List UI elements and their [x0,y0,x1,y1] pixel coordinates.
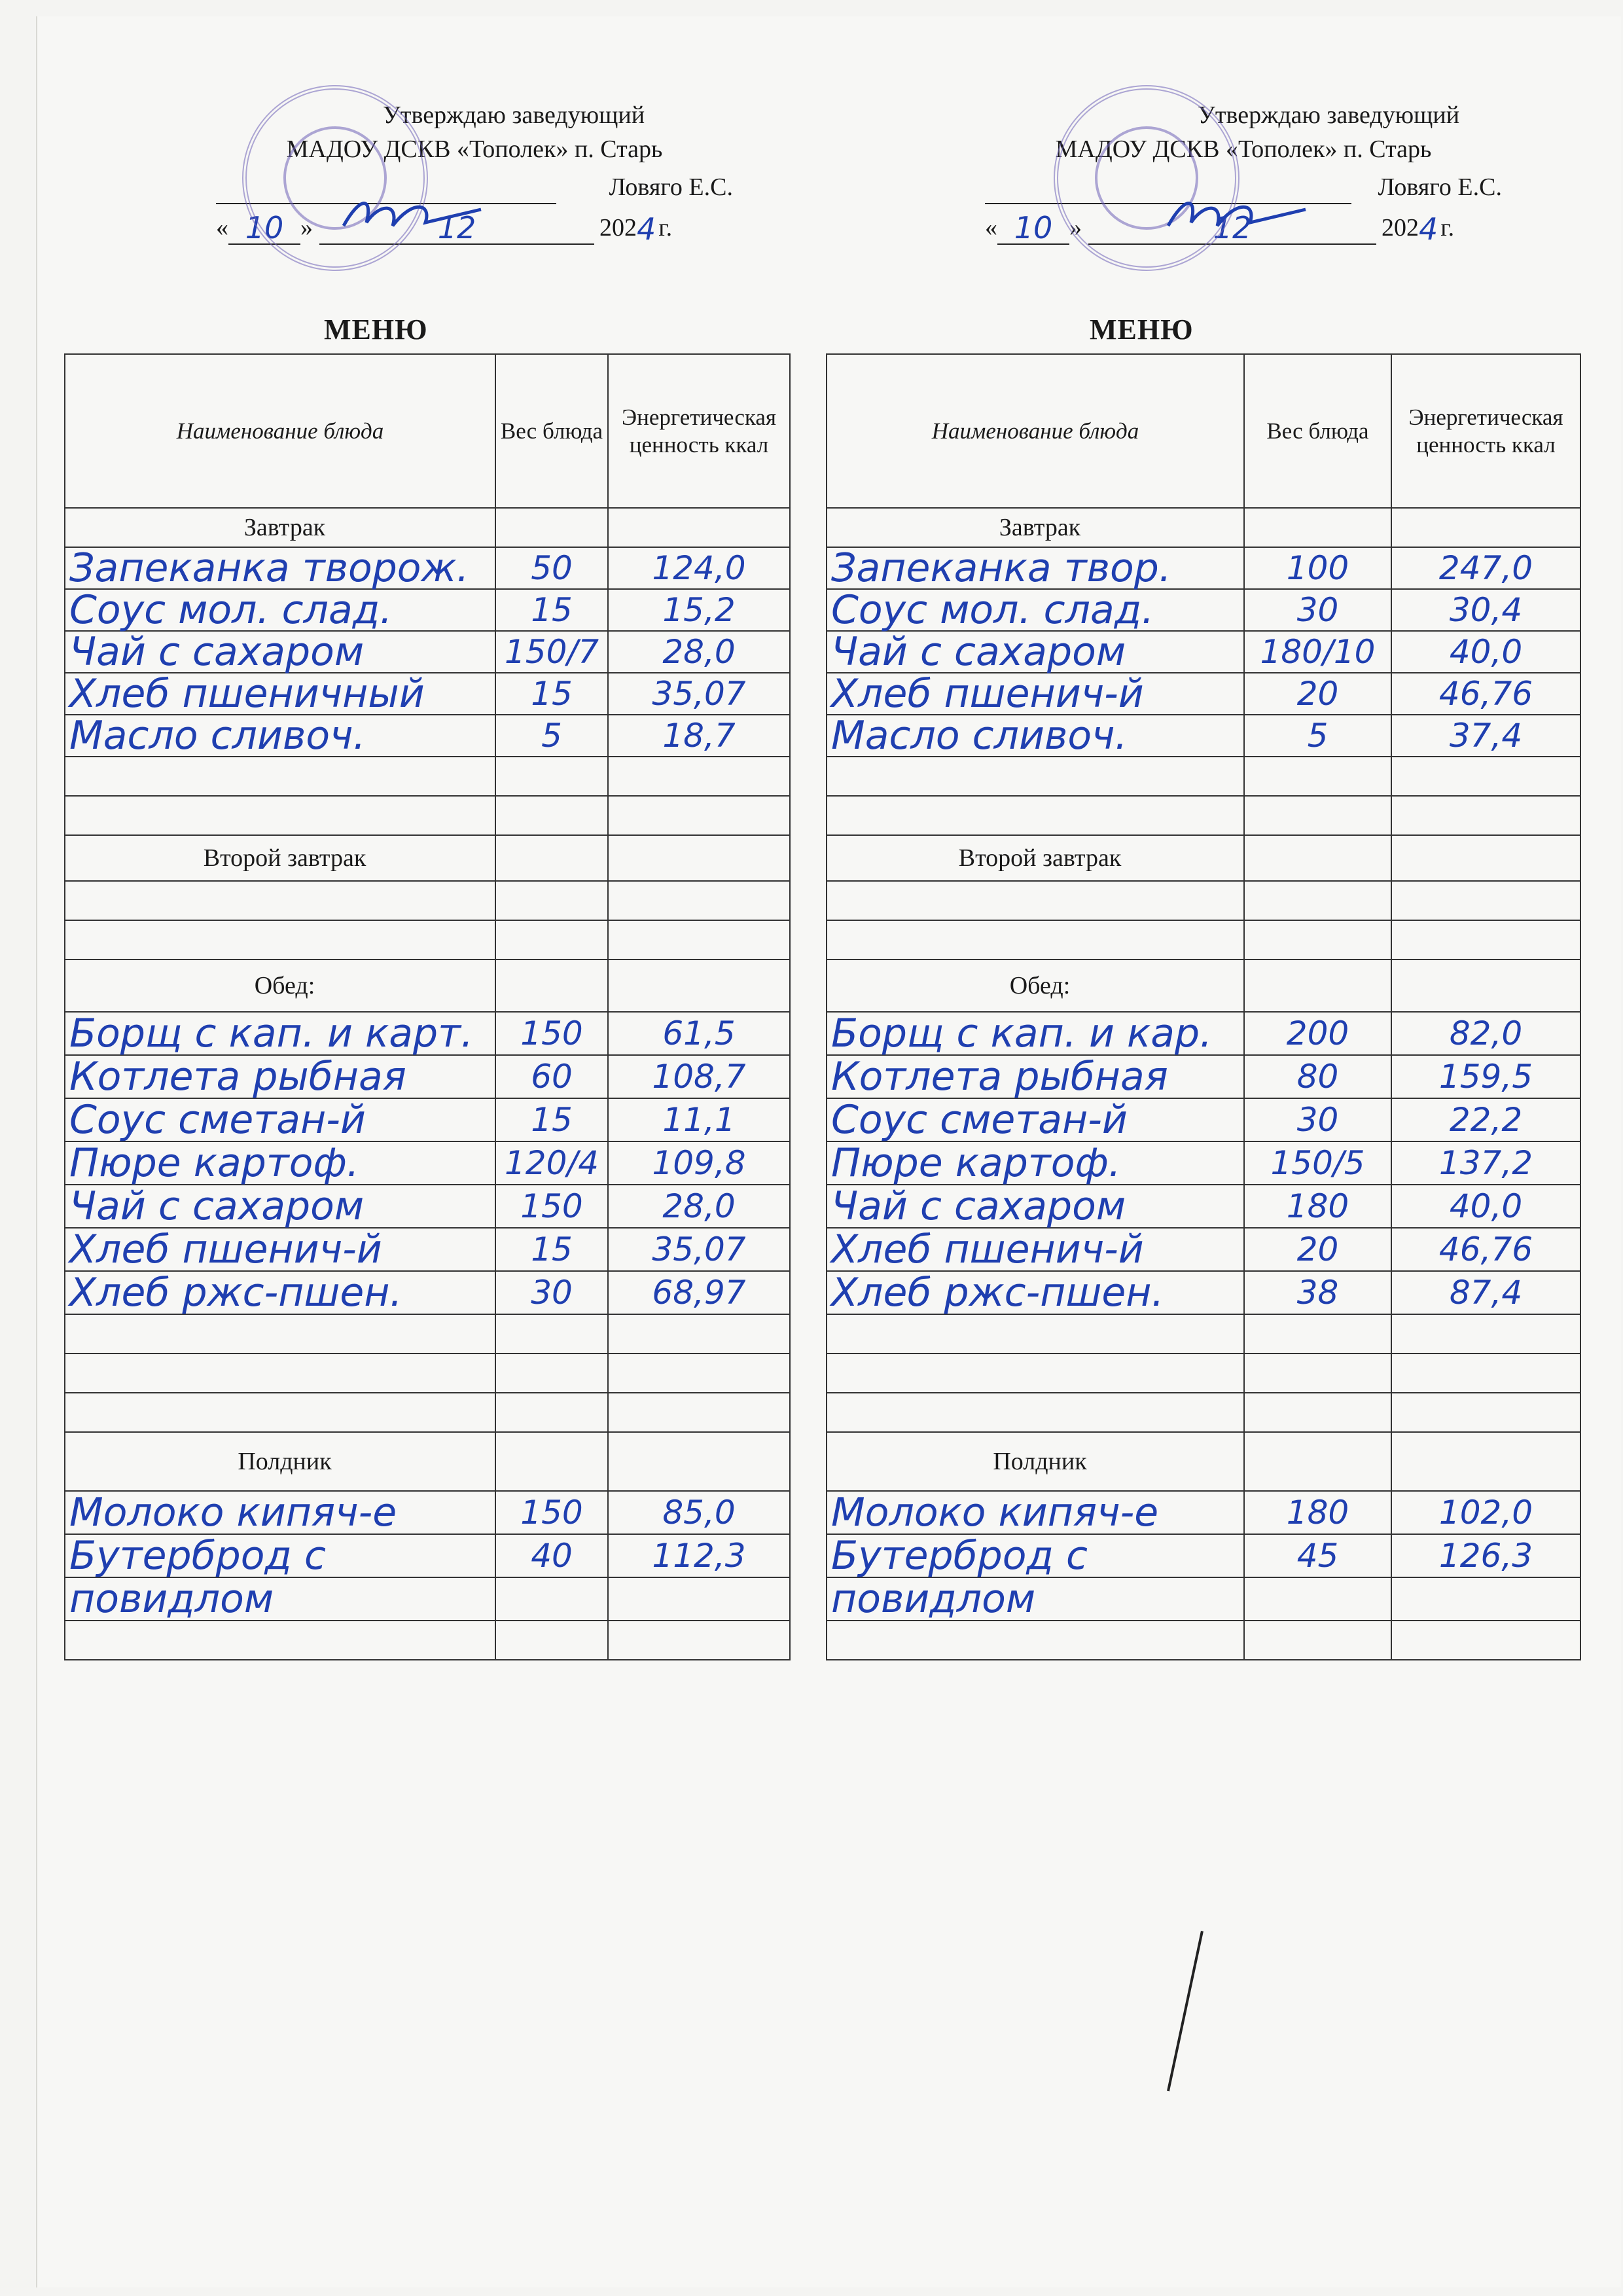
section-lunch: Обед: [827,960,1244,1012]
dish-name: Соус мол. слад. [65,589,495,631]
official-stamp [1054,85,1240,271]
year-suffix: г. [658,214,673,242]
dish-weight: 120/4 [495,1141,608,1185]
approval-line-2: МАДОУ ДСКВ «Тополек» п. Старь [1055,135,1432,163]
dish-kcal: 15,2 [608,589,790,631]
section-breakfast: Завтрак [827,508,1244,547]
table-row [827,547,1580,589]
table-row [65,1534,790,1577]
table-row [827,1185,1580,1228]
table-row [65,1012,790,1055]
dish-name: Пюре картоф. [827,1141,1244,1185]
year-prefix: 202 [1382,214,1419,242]
dish-weight: 30 [1244,589,1391,631]
table-row [65,1055,790,1098]
dish-name: Хлеб пшенич-й [65,1228,495,1271]
dish-weight: 38 [1244,1271,1391,1314]
dish-name: Молоко кипяч-е [827,1491,1244,1534]
dish-weight: 30 [1244,1098,1391,1141]
dish-weight: 15 [495,589,608,631]
dish-weight: 180 [1244,1185,1391,1228]
left-approval-header: Утверждаю заведующий МАДОУ ДСКВ «Тополек» п. Старь Ловяго Е.С. « 10 » 12 202 4 г. [216,98,733,245]
dish-weight: 15 [495,1228,608,1271]
column-header-weight: Вес блюда [1244,354,1391,508]
dish-name: Бутерброд с [65,1534,495,1577]
dish-weight: 50 [495,547,608,589]
table-row [827,589,1580,631]
dish-name: Запеканка твор. [827,547,1244,589]
dish-weight: 15 [495,673,608,715]
dish-kcal: 124,0 [608,547,790,589]
left-menu-table [64,353,791,1660]
dish-weight: 150 [495,1491,608,1534]
dish-weight: 5 [495,715,608,757]
section-snack: Полдник [65,1432,495,1491]
dish-kcal: 37,4 [1391,715,1580,757]
dish-kcal: 28,0 [608,1185,790,1228]
dish-weight: 200 [1244,1012,1391,1055]
dish-kcal: 82,0 [1391,1012,1580,1055]
column-header-name: Наименование блюда [65,354,495,508]
dish-weight [1244,1577,1391,1621]
dish-weight: 5 [1244,715,1391,757]
dish-kcal: 159,5 [1391,1055,1580,1098]
dish-name: повидлом [65,1577,495,1621]
approval-line-2: МАДОУ ДСКВ «Тополек» п. Старь [286,135,663,163]
dish-kcal: 102,0 [1391,1491,1580,1534]
table-row [827,1228,1580,1271]
table-row [65,547,790,589]
dish-weight: 180/10 [1244,631,1391,673]
dish-weight: 80 [1244,1055,1391,1098]
menu-title: МЕНЮ [324,314,428,346]
year-digit: 4 [1419,211,1438,247]
dish-name: Соус мол. слад. [827,589,1244,631]
dish-name: Борщ с кап. и карт. [65,1012,495,1055]
dish-weight [495,1577,608,1621]
dish-name: Чай с сахаром [827,631,1244,673]
dish-weight: 100 [1244,547,1391,589]
date-month: 12 [319,212,594,245]
table-row [65,1271,790,1314]
dish-name: Масло сливоч. [827,715,1244,757]
dish-kcal: 109,8 [608,1141,790,1185]
dish-name: Хлеб пшенич-й [827,673,1244,715]
dish-weight: 150 [495,1012,608,1055]
dish-kcal: 68,97 [608,1271,790,1314]
date-day: 10 [997,212,1069,245]
table-row [65,631,790,673]
year-prefix: 202 [599,214,637,242]
dish-kcal [1391,1577,1580,1621]
dish-name: Соус сметан-й [65,1098,495,1141]
table-row [827,1141,1580,1185]
dish-kcal: 22,2 [1391,1098,1580,1141]
table-row [65,1098,790,1141]
director-signature [340,190,484,236]
director-name: Ловяго Е.С. [609,173,733,201]
official-stamp [242,85,428,271]
date-day: 10 [228,212,300,245]
table-row [827,1577,1580,1621]
dish-kcal: 85,0 [608,1491,790,1534]
dish-name: Соус сметан-й [827,1098,1244,1141]
column-header-energy: Энергетическая ценность ккал [608,354,790,508]
dish-kcal: 35,07 [608,1228,790,1271]
dish-kcal [608,1577,790,1621]
column-header-name: Наименование блюда [827,354,1244,508]
table-row [65,715,790,757]
dish-kcal: 61,5 [608,1012,790,1055]
dish-name: Бутерброд с [827,1534,1244,1577]
dish-kcal: 40,0 [1391,631,1580,673]
dish-kcal: 35,07 [608,673,790,715]
dish-kcal: 28,0 [608,631,790,673]
table-row [827,1271,1580,1314]
dish-name: Пюре картоф. [65,1141,495,1185]
table-row [65,1228,790,1271]
table-row [827,1012,1580,1055]
table-row [65,1491,790,1534]
year-digit: 4 [637,211,656,247]
table-row [827,673,1580,715]
dish-name: Хлеб пшеничный [65,673,495,715]
table-row [65,1185,790,1228]
dish-name: Хлеб ржс-пшен. [827,1271,1244,1314]
section-snack: Полдник [827,1432,1244,1491]
column-header-energy: Энергетическая ценность ккал [1391,354,1580,508]
dish-name: Масло сливоч. [65,715,495,757]
dish-name: Чай с сахаром [65,631,495,673]
dish-weight: 60 [495,1055,608,1098]
table-row [65,589,790,631]
table-row [827,631,1580,673]
year-suffix: г. [1440,214,1455,242]
dish-weight: 180 [1244,1491,1391,1534]
dish-name: Чай с сахаром [827,1185,1244,1228]
dish-weight: 150/5 [1244,1141,1391,1185]
dish-weight: 20 [1244,673,1391,715]
dish-name: Хлеб пшенич-й [827,1228,1244,1271]
dish-kcal: 30,4 [1391,589,1580,631]
dish-kcal: 108,7 [608,1055,790,1098]
dish-weight: 20 [1244,1228,1391,1271]
table-row [65,673,790,715]
director-name: Ловяго Е.С. [1378,173,1502,201]
table-row [65,1577,790,1621]
section-lunch: Обед: [65,960,495,1012]
table-row [827,1491,1580,1534]
dish-name: Запеканка творож. [65,547,495,589]
dish-kcal: 46,76 [1391,1228,1580,1271]
table-row [827,715,1580,757]
right-approval-header: Утверждаю заведующий МАДОУ ДСКВ «Тополек» п. Старь Ловяго Е.С. « 10 » 12 202 4 г. [985,98,1502,245]
dish-weight: 40 [495,1534,608,1577]
dish-kcal: 40,0 [1391,1185,1580,1228]
table-row [827,1098,1580,1141]
section-second-breakfast: Второй завтрак [65,835,495,881]
dish-name: Чай с сахаром [65,1185,495,1228]
dish-name: Молоко кипяч-е [65,1491,495,1534]
column-header-weight: Вес блюда [495,354,608,508]
director-signature [1165,190,1309,236]
dish-name: Котлета рыбная [827,1055,1244,1098]
dish-kcal: 11,1 [608,1098,790,1141]
dish-weight: 45 [1244,1534,1391,1577]
dish-weight: 150 [495,1185,608,1228]
table-row [65,1141,790,1185]
approval-line-1: Утверждаю заведующий [382,101,645,129]
menu-title: МЕНЮ [1090,314,1194,346]
date-month: 12 [1088,212,1376,245]
approval-line-1: Утверждаю заведующий [1197,101,1460,129]
dish-kcal: 18,7 [608,715,790,757]
dish-kcal: 112,3 [608,1534,790,1577]
right-menu-table [826,353,1581,1660]
dish-weight: 15 [495,1098,608,1141]
dish-name: повидлом [827,1577,1244,1621]
dish-kcal: 247,0 [1391,547,1580,589]
section-second-breakfast: Второй завтрак [827,835,1244,881]
section-breakfast: Завтрак [65,508,495,547]
dish-kcal: 137,2 [1391,1141,1580,1185]
table-row [827,1055,1580,1098]
table-row [827,1534,1580,1577]
dish-weight: 150/7 [495,631,608,673]
dish-kcal: 87,4 [1391,1271,1580,1314]
dish-name: Котлета рыбная [65,1055,495,1098]
dish-kcal: 126,3 [1391,1534,1580,1577]
dish-name: Борщ с кап. и кар. [827,1012,1244,1055]
dish-kcal: 46,76 [1391,673,1580,715]
dish-weight: 30 [495,1271,608,1314]
dish-name: Хлеб ржс-пшен. [65,1271,495,1314]
